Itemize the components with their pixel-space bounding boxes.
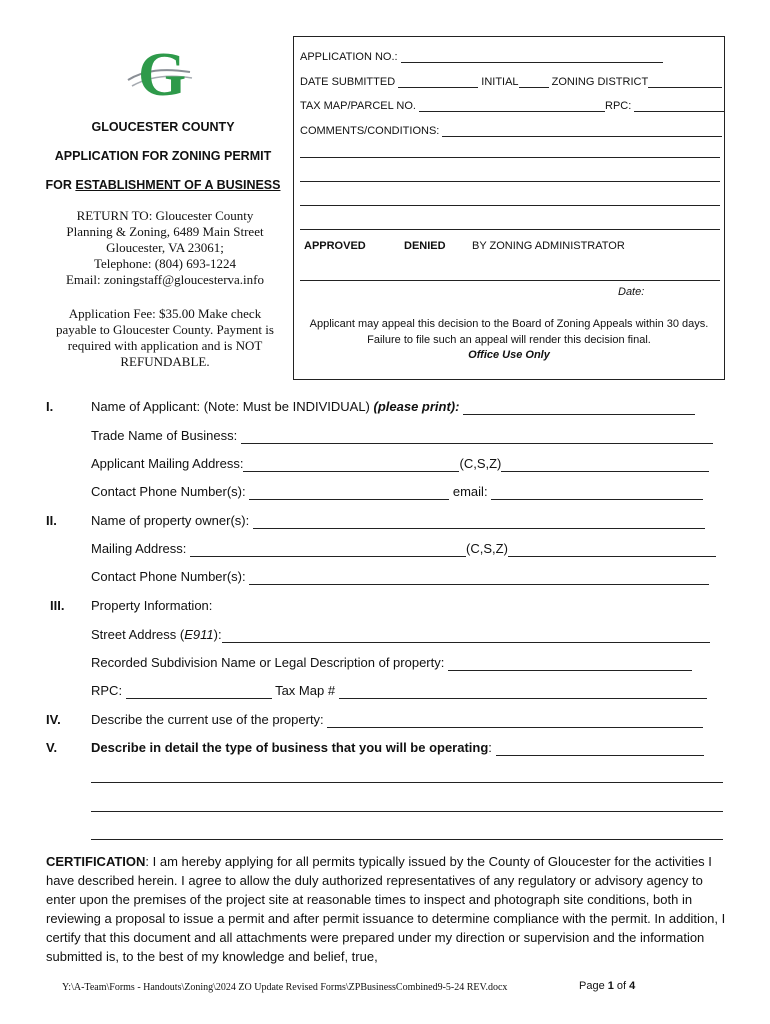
rpc-label: RPC:	[605, 100, 632, 112]
tax-map-label: TAX MAP/PARCEL NO.	[300, 100, 416, 112]
application-no-row	[300, 48, 663, 63]
current-use-row	[91, 712, 703, 728]
street-address-prefix: Street Address (	[91, 627, 185, 642]
business-description-line[interactable]	[91, 811, 723, 812]
owner-phone-label: Contact Phone Number(s):	[91, 569, 246, 584]
business-type-colon: :	[488, 740, 492, 755]
return-to-email: Email: zoningstaff@gloucesterva.info	[65, 272, 264, 287]
return-to-line: RETURN TO: Gloucester County	[76, 208, 254, 223]
office-use-box	[293, 36, 725, 380]
denied-label[interactable]: DENIED	[404, 240, 446, 252]
county-name: GLOUCESTER COUNTY	[91, 120, 235, 134]
form-title: APPLICATION FOR ZONING PERMIT	[54, 149, 272, 163]
fee-line: Application Fee: $35.00 Make check	[68, 306, 262, 321]
date-submitted-field[interactable]	[398, 73, 478, 88]
subdivision-field[interactable]	[448, 657, 692, 671]
rpc-taxmap-row	[91, 683, 707, 699]
date-submitted-label: DATE SUBMITTED	[300, 76, 396, 88]
fee-line: payable to Gloucester County. Payment is	[56, 322, 274, 337]
current-use-label: Describe the current use of the property:	[91, 712, 324, 727]
subdivision-label: Recorded Subdivision Name or Legal Description of property:	[91, 655, 445, 670]
appeal-line-2: Failure to file such an appeal will render this decision final.	[367, 334, 651, 346]
page-current: 1	[607, 980, 614, 992]
property-rpc-label: RPC:	[91, 683, 123, 698]
street-address-e911: E911	[184, 627, 214, 642]
owner-mailing-row	[91, 541, 716, 557]
owner-mailing-label: Mailing Address:	[91, 541, 187, 556]
property-rpc-field[interactable]	[126, 685, 272, 699]
applicant-name-field[interactable]	[463, 401, 695, 415]
section-numeral-ii: II.	[46, 513, 57, 528]
street-address-row	[91, 627, 710, 643]
comments-field[interactable]	[442, 122, 722, 137]
applicant-email-field[interactable]	[491, 486, 703, 500]
section-numeral-iii: III.	[50, 598, 65, 613]
by-admin-label: BY ZONING ADMINISTRATOR	[472, 240, 625, 252]
business-type-row	[91, 740, 704, 756]
date-submitted-row	[300, 73, 722, 88]
trade-name-field[interactable]	[241, 430, 713, 444]
date-label: Date:	[618, 286, 645, 298]
section-numeral-v: V.	[46, 740, 58, 755]
owner-name-field[interactable]	[253, 515, 705, 529]
comments-line[interactable]	[300, 157, 720, 158]
applicant-csz-field[interactable]	[501, 458, 709, 472]
applicant-mailing-field[interactable]	[243, 458, 459, 472]
fee-line: REFUNDABLE.	[120, 354, 210, 369]
initial-field[interactable]	[519, 73, 549, 88]
applicant-name-label: Name of Applicant: (Note: Must be INDIVIDUAL)	[91, 399, 374, 414]
certification-heading: CERTIFICATION	[46, 854, 146, 869]
applicant-name-emph: (please print):	[373, 399, 460, 414]
street-address-field[interactable]	[222, 629, 710, 643]
business-type-label: Describe in detail the type of business that you will be operating	[91, 740, 489, 755]
property-taxmap-field[interactable]	[339, 685, 707, 699]
application-no-label: APPLICATION NO.:	[300, 51, 398, 63]
trade-name-row	[91, 428, 713, 444]
applicant-email-label: email:	[452, 484, 488, 499]
street-address-suffix: ):	[213, 627, 222, 642]
trade-name-label: Trade Name of Business:	[91, 428, 238, 443]
form-subtitle	[38, 178, 288, 192]
return-to-line: Gloucester, VA 23061;	[106, 240, 224, 255]
county-logo	[124, 41, 196, 110]
page-number	[579, 980, 635, 992]
owner-phone-row	[91, 569, 709, 585]
tax-map-field[interactable]	[419, 97, 605, 112]
rpc-field[interactable]	[634, 97, 724, 112]
section-numeral-iv: IV.	[46, 712, 61, 727]
form-subtitle-underlined: ESTABLISHMENT OF A BUSINESS	[75, 178, 281, 192]
section-numeral-i: I.	[46, 399, 54, 414]
comments-line[interactable]	[300, 205, 720, 206]
property-info-label: Property Information:	[91, 598, 213, 613]
certification-paragraph	[46, 852, 736, 966]
fee-block	[40, 306, 290, 370]
certification-body: : I am hereby applying for all permits typically issued by the County of Gloucester for the activities I have described herein. I agree to allow the duly authorized representatives of any regulatory or advisory agency to enter upon the premises of the project site at reasonable times to inspect and photograph site conditions, both in reviewing a proposal to issue a permit and after permit issuance to determine compliance with the permit. In addition, I certify that this document and all attachments were prepared under my direction or supervision and the information submitted is, to the best of my knowledge and belief, true,	[46, 854, 726, 964]
subdivision-row	[91, 655, 692, 671]
application-no-field[interactable]	[401, 48, 663, 63]
zoning-district-label: ZONING DISTRICT	[551, 76, 649, 88]
applicant-phone-label: Contact Phone Number(s):	[91, 484, 246, 499]
approved-label[interactable]: APPROVED	[304, 240, 366, 252]
owner-mailing-field[interactable]	[190, 543, 466, 557]
business-type-field[interactable]	[496, 742, 704, 756]
comments-line[interactable]	[300, 181, 720, 182]
signature-line[interactable]	[300, 280, 720, 281]
owner-phone-field[interactable]	[249, 571, 709, 585]
return-to-block	[40, 208, 290, 288]
office-use-only-label: Office Use Only	[468, 349, 550, 361]
fee-line: required with application and is NOT	[67, 338, 263, 353]
owner-name-label: Name of property owner(s):	[91, 513, 250, 528]
form-subtitle-prefix: FOR	[45, 178, 76, 192]
page-prefix: Page	[579, 980, 608, 992]
appeal-line-1: Applicant may appeal this decision to the Board of Zoning Appeals within 30 days.	[309, 318, 709, 330]
zoning-district-field[interactable]	[648, 73, 722, 88]
applicant-phone-row	[91, 484, 703, 500]
comments-line[interactable]	[300, 229, 720, 230]
comments-row	[300, 122, 722, 137]
applicant-csz-label: (C,S,Z)	[459, 456, 502, 471]
applicant-mailing-label: Applicant Mailing Address:	[91, 456, 244, 471]
footer-file-path: Y:\A-Team\Forms - Handouts\Zoning\2024 ZO Update Revised Forms\ZPBusinessCombined9-5-24 REV.docx	[62, 982, 508, 993]
applicant-name-row	[91, 399, 695, 415]
property-taxmap-label: Tax Map #	[275, 683, 336, 698]
current-use-field[interactable]	[327, 714, 703, 728]
business-description-line[interactable]	[91, 839, 723, 840]
comments-label: COMMENTS/CONDITIONS:	[300, 125, 440, 137]
tax-map-row	[300, 97, 724, 112]
return-to-line: Planning & Zoning, 6489 Main Street	[66, 224, 264, 239]
owner-csz-label: (C,S,Z)	[466, 541, 508, 556]
applicant-mailing-row	[91, 456, 709, 472]
applicant-phone-field[interactable]	[249, 486, 449, 500]
page-total: 4	[629, 980, 636, 992]
return-to-line: Telephone: (804) 693-1224	[93, 256, 237, 271]
page-of: of	[613, 980, 630, 992]
logo-letter: G	[138, 41, 187, 109]
initial-label: INITIAL	[481, 76, 519, 88]
business-description-line[interactable]	[91, 782, 723, 783]
owner-name-row	[91, 513, 705, 529]
owner-csz-field[interactable]	[508, 543, 716, 557]
